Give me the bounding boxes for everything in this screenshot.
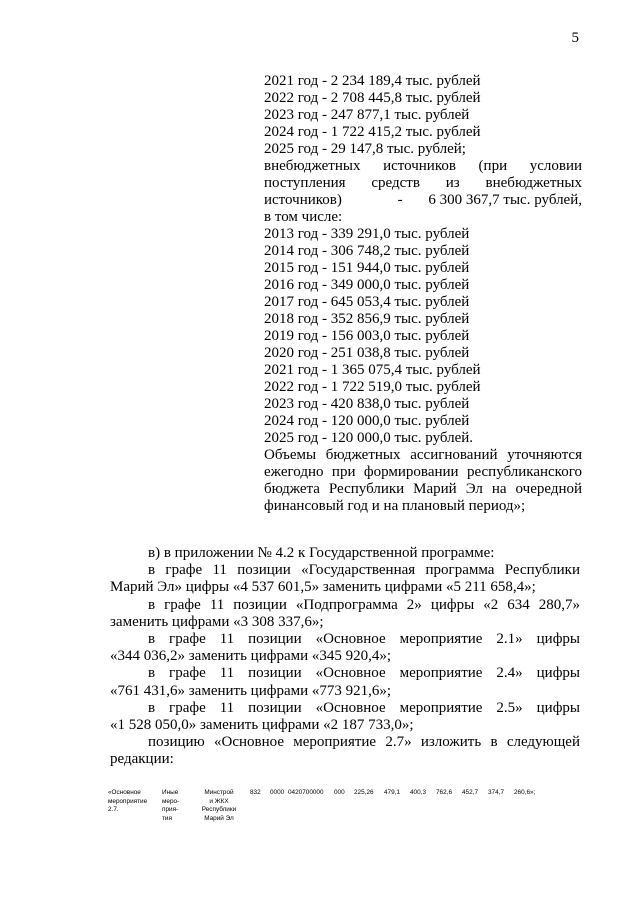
amendments-section [110,545,580,769]
funding-year-line: 2025 год - 120 000,0 тыс. рублей. [264,430,474,446]
funding-column [264,73,582,515]
extrabudget-total: 6 300 367,7 тыс. рублей, [428,192,582,208]
amendment-paragraph-cont: Марий Эл» цифры «4 537 601,5» заменить цифрами «5 211 658,4»; [110,579,536,596]
cell-section-code: 0000 [270,789,285,796]
cell-amount: 762,6 [436,789,452,796]
cell-amount: 225,26 [354,789,374,796]
extrabudget-label: источников) [264,192,342,208]
volumes-note-line: Объемы бюджетных ассигнований уточняются [264,447,582,463]
amendment-paragraph: в графе 11 позиции «Основное мероприятие 2.5» цифры [148,699,580,716]
funding-year-line: 2021 год - 1 365 075,4 тыс. рублей [264,362,481,378]
program-table-row [108,789,548,823]
funding-year-line: 2024 год - 120 000,0 тыс. рублей [264,413,470,429]
amendment-paragraph: в графе 11 позиции «Основное мероприятие 2.1» цифры [148,631,580,648]
amendment-paragraph: в графе 11 позиции «Подпрограмма 2» цифры «2 634 280,7» [148,596,580,613]
funding-year-line: 2025 год - 29 147,8 тыс. рублей; [264,141,466,157]
cell-expense-type: 000 [334,789,345,796]
funding-year-line: 2024 год - 1 722 415,2 тыс. рублей [264,124,481,140]
funding-year-line: 2022 год - 1 722 519,0 тыс. рублей [264,379,481,395]
funding-year-line: 2020 год - 251 038,8 тыс. рублей [264,345,470,361]
funding-year-line: 2014 год - 306 748,2 тыс. рублей [264,243,470,259]
cell-text: Республики [201,806,237,813]
amendment-paragraph: в графе 11 позиции «Государственная программа Республики [148,562,580,579]
funding-year-line: 2019 год - 156 003,0 тыс. рублей [264,328,470,344]
cell-text: Марий Эл [204,814,234,822]
cell-amount: 479,1 [384,789,400,796]
cell-text: и ЖКХ [209,797,229,805]
cell-text: тия [162,814,172,822]
extrabudget-dash: - [397,192,403,208]
amendment-paragraph-cont: «761 431,6» заменить цифрами «773 921,6»; [110,682,392,699]
cell-amount: 374,7 [488,789,504,796]
cell-amount: 400,3 [410,789,426,796]
funding-year-line: 2023 год - 247 877,1 тыс. рублей [264,107,470,123]
funding-year-line: 2013 год - 339 291,0 тыс. рублей [264,226,470,242]
amendment-paragraph: в графе 11 позиции «Основное мероприятие 2.4» цифры [148,665,580,682]
funding-year-line: 2022 год - 2 708 445,8 тыс. рублей [264,90,481,106]
extrabudget-line: поступления средств из внебюджетных [264,175,582,191]
cell-text: «Основное [108,789,141,796]
funding-year-line: 2021 год - 2 234 189,4 тыс. рублей [264,73,481,89]
funding-year-line: 2016 год - 349 000,0 тыс. рублей [264,277,470,293]
cell-text: 2.7. [108,806,119,813]
extrabudget-line: внебюджетных источников (при условии [264,158,582,174]
funding-year-line: 2015 год - 151 944,0 тыс. рублей [264,260,470,276]
including-label: в том числе: [264,209,343,225]
amendment-paragraph-cont: редакции: [110,751,174,768]
cell-measure-name [108,789,162,823]
amendment-paragraph-cont: «344 036,2» заменить цифрами «345 920,4»; [110,648,392,665]
cell-measure-type [162,789,190,823]
table-row [108,789,548,823]
volumes-note-line: финансовый год и на плановый период»; [264,498,526,514]
amendments-intro: в) в приложении № 4.2 к Государственной программе: [148,545,495,561]
cell-text: Минстрой [204,789,234,796]
cell-text: прия- [162,806,179,813]
cell-text: мероприятие [108,797,148,805]
volumes-note-line: бюджета Республики Марий Эл на очередной [264,481,582,497]
cell-amount: 452,7 [462,789,478,796]
funding-year-line: 2023 год - 420 838,0 тыс. рублей [264,396,470,412]
cell-text: Иные [162,789,179,796]
cell-grbs-code: 832 [250,789,261,796]
cell-amount: 260,6»; [514,789,536,796]
amendment-paragraph: позицию «Основное мероприятие 2.7» изложить в следующей [148,734,580,751]
amendment-paragraph-cont: заменить цифрами «3 308 337,6»; [110,613,324,630]
volumes-note-line: ежегодно при формировании республиканского [264,464,582,480]
page-number: 5 [571,30,579,46]
funding-year-line: 2017 год - 645 053,4 тыс. рублей [264,294,470,310]
cell-target-code: 0420700000 [288,789,324,796]
extrabudget-total-row [264,192,582,209]
cell-executor [190,789,250,823]
amendment-paragraph-cont: «1 528 050,0» заменить цифрами «2 187 733,0»; [110,717,414,734]
funding-year-line: 2018 год - 352 856,9 тыс. рублей [264,311,470,327]
cell-text: меро- [162,797,180,805]
